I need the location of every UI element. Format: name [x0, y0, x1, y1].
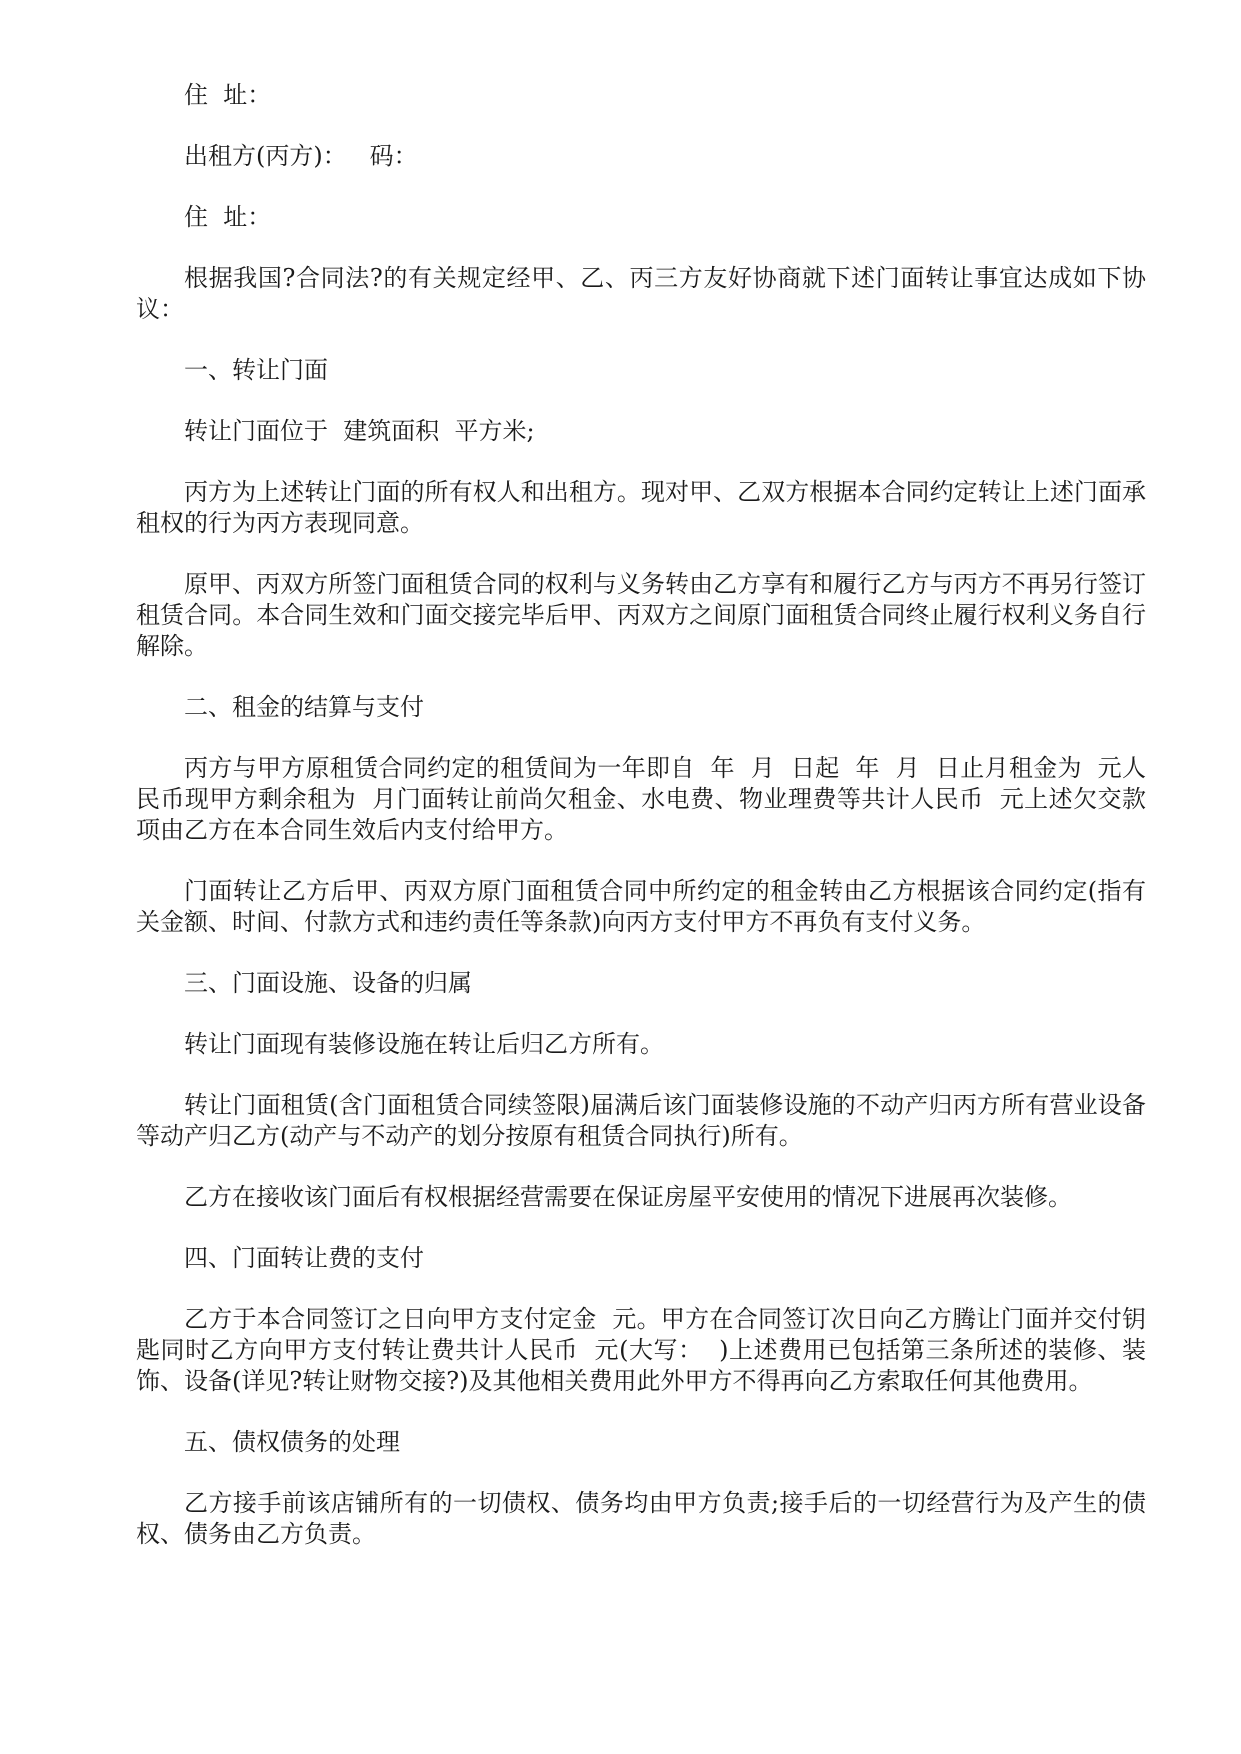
lessor-party-c-line: 出租方(丙方)： 码：	[184, 142, 418, 170]
section-heading-4: 四、门面转让费的支付	[184, 1244, 424, 1272]
rent-payment-paragraph: 门面转让乙方后甲、丙双方原门面租赁合同中所约定的租金转由乙方根据该合同约定(指有关金额、时间、付款方式和违约责任等条款)向丙方支付甲方不再负有支付义务。	[136, 877, 1146, 936]
document-body	[136, 80, 1146, 1580]
renovation-paragraph: 乙方在接收该门面后有权根据经营需要在保证房屋平安使用的情况下进展再次装修。	[184, 1183, 1072, 1211]
address-line-1: 住 址：	[184, 81, 272, 109]
owner-consent-paragraph: 丙方为上述转让门面的所有权人和出租方。现对甲、乙双方根据本合同约定转让上述门面承租权的行为丙方表现同意。	[136, 478, 1146, 537]
section-heading-1: 一、转让门面	[184, 356, 328, 384]
transfer-fee-paragraph: 乙方于本合同签订之日向甲方支付定金 元。甲方在合同签订次日向乙方腾让门面并交付钥匙同时乙方向甲方支付转让费共计人民币 元(大写： )上述费用已包括第三条所述的装修、装饰、设备(详见?转让财物交接?)及其他相关费用此外甲方不得再向乙方索取任何其他费用。	[136, 1305, 1146, 1395]
facilities-ownership-paragraph: 转让门面现有装修设施在转让后归乙方所有。	[184, 1030, 664, 1058]
section-heading-3: 三、门面设施、设备的归属	[184, 969, 472, 997]
lease-expiry-paragraph: 转让门面租赁(含门面租赁合同续签限)届满后该门面装修设施的不动产归丙方所有营业设备等动产归乙方(动产与不动产的划分按原有租赁合同执行)所有。	[136, 1091, 1146, 1150]
lease-transfer-paragraph: 原甲、丙双方所签门面租赁合同的权利与义务转由乙方享有和履行乙方与丙方不再另行签订租赁合同。本合同生效和门面交接完毕后甲、丙双方之间原门面租赁合同终止履行权利义务自行解除。	[136, 570, 1146, 660]
debts-paragraph: 乙方接手前该店铺所有的一切债权、债务均由甲方负责;接手后的一切经营行为及产生的债权、债务由乙方负责。	[136, 1489, 1146, 1548]
section-heading-5: 五、债权债务的处理	[184, 1428, 400, 1456]
preamble-paragraph: 根据我国?合同法?的有关规定经甲、乙、丙三方友好协商就下述门面转让事宜达成如下协议：	[136, 264, 1146, 323]
storefront-location-paragraph: 转让门面位于 建筑面积 平方米;	[184, 417, 535, 445]
address-line-2: 住 址：	[184, 203, 272, 231]
rent-settlement-paragraph: 丙方与甲方原租赁合同约定的租赁间为一年即自 年 月 日起 年 月 日止月租金为 元人民币现甲方剩余租为 月门面转让前尚欠租金、水电费、物业理费等共计人民币 元上述欠交款项由乙方在本合同生效后内支付给甲方。	[136, 754, 1146, 844]
section-heading-2: 二、租金的结算与支付	[184, 693, 424, 721]
